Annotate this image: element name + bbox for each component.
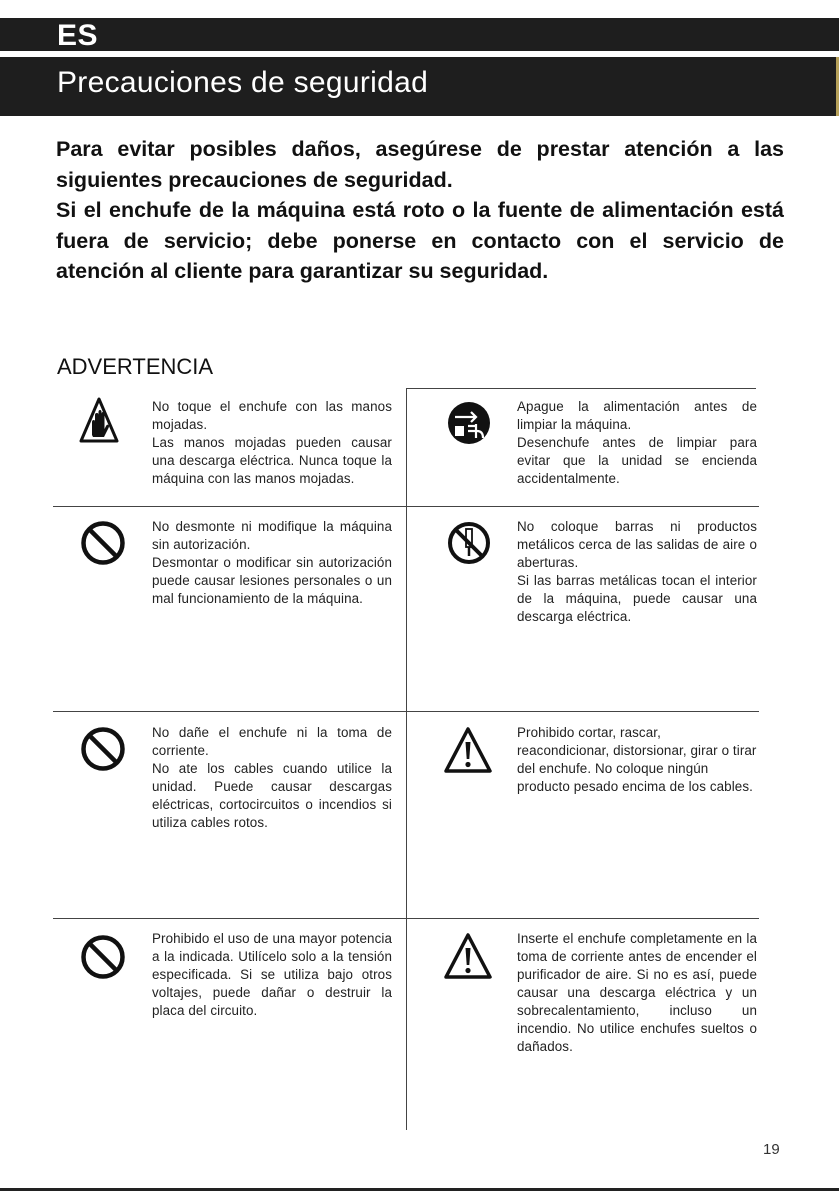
prohibited-icon [80, 726, 126, 772]
intro-text [56, 134, 784, 287]
warning-line: Apague la alimentación antes de limpiar la máquina. [517, 399, 757, 432]
table-divider [406, 388, 407, 1130]
warning-line: No coloque barras ni productos metálicos cerca de las salidas de aire o aberturas. [517, 519, 757, 570]
caution-triangle-icon [443, 726, 493, 774]
warning-line: Desmontar o modificar sin autorización puede causar lesiones personales o un mal funcionamiento de la máquina. [152, 555, 392, 606]
page-number: 19 [763, 1141, 780, 1158]
warning-text-2 [517, 398, 757, 488]
language-bar [0, 18, 839, 51]
warning-line: No dañe el enchufe ni la toma de corriente. [152, 725, 392, 758]
warning-line: Las manos mojadas pueden causar una descarga eléctrica. Nunca toque la máquina con las manos mojadas. [152, 435, 392, 486]
prohibited-icon [80, 934, 126, 980]
table-rule [406, 388, 756, 389]
intro-paragraph-1: Para evitar posibles daños, asegúrese de prestar atención a las siguientes precauciones de seguridad. [56, 137, 784, 192]
warning-line: No toque el enchufe con las manos mojadas. [152, 399, 392, 432]
no-metal-rods-icon [446, 520, 492, 566]
page-title: Precauciones de seguridad [57, 66, 429, 99]
warning-text-4 [517, 518, 757, 626]
warning-line: Prohibido cortar, rascar, reacondicionar, distorsionar, girar o tirar del enchufe. No coloque ningún producto pesado encima de los cables. [517, 725, 757, 794]
prohibited-icon [80, 520, 126, 566]
warning-line: Inserte el enchufe completamente en la toma de corriente antes de encender el purificador de aire. Si no es así, puede causar una descarga eléctrica y un sobrecalentamiento, incluso un incendio. No utilice enchufes sueltos o dañados. [517, 931, 757, 1054]
unplug-icon [446, 400, 492, 446]
warning-line: No ate los cables cuando utilice la unidad. Puede causar descargas eléctricas, cortocircuitos o incendios si utiliza cables rotos. [152, 761, 392, 830]
warning-text-3 [152, 518, 392, 608]
intro-paragraph-2: Si el enchufe de la máquina está roto o la fuente de alimentación está fuera de servicio; debe ponerse en contacto con el servicio de atención al cliente para garantizar su seguridad. [56, 198, 784, 283]
language-code: ES [57, 19, 99, 52]
warning-text-7 [152, 930, 392, 1020]
warning-line: Si las barras metálicas tocan el interior de la máquina, puede causar una descarga eléctrica. [517, 573, 757, 624]
warning-text-6 [517, 724, 757, 796]
wet-hand-warning-icon [78, 395, 120, 455]
warning-heading: ADVERTENCIA [57, 354, 214, 379]
title-bar [0, 57, 839, 116]
warning-text-1 [152, 398, 392, 488]
warning-text-5 [152, 724, 392, 832]
warning-line: Desenchufe antes de limpiar para evitar que la unidad se encienda accidentalmente. [517, 435, 757, 486]
warning-line: No desmonte ni modifique la máquina sin autorización. [152, 519, 392, 552]
warning-line: Prohibido el uso de una mayor potencia a la indicada. Utilícelo solo a la tensión especificada. Si se utiliza bajo otros voltajes, puede dañar o destruir la placa del circuito. [152, 931, 392, 1018]
warning-text-8 [517, 930, 757, 1056]
caution-triangle-icon [443, 932, 493, 980]
